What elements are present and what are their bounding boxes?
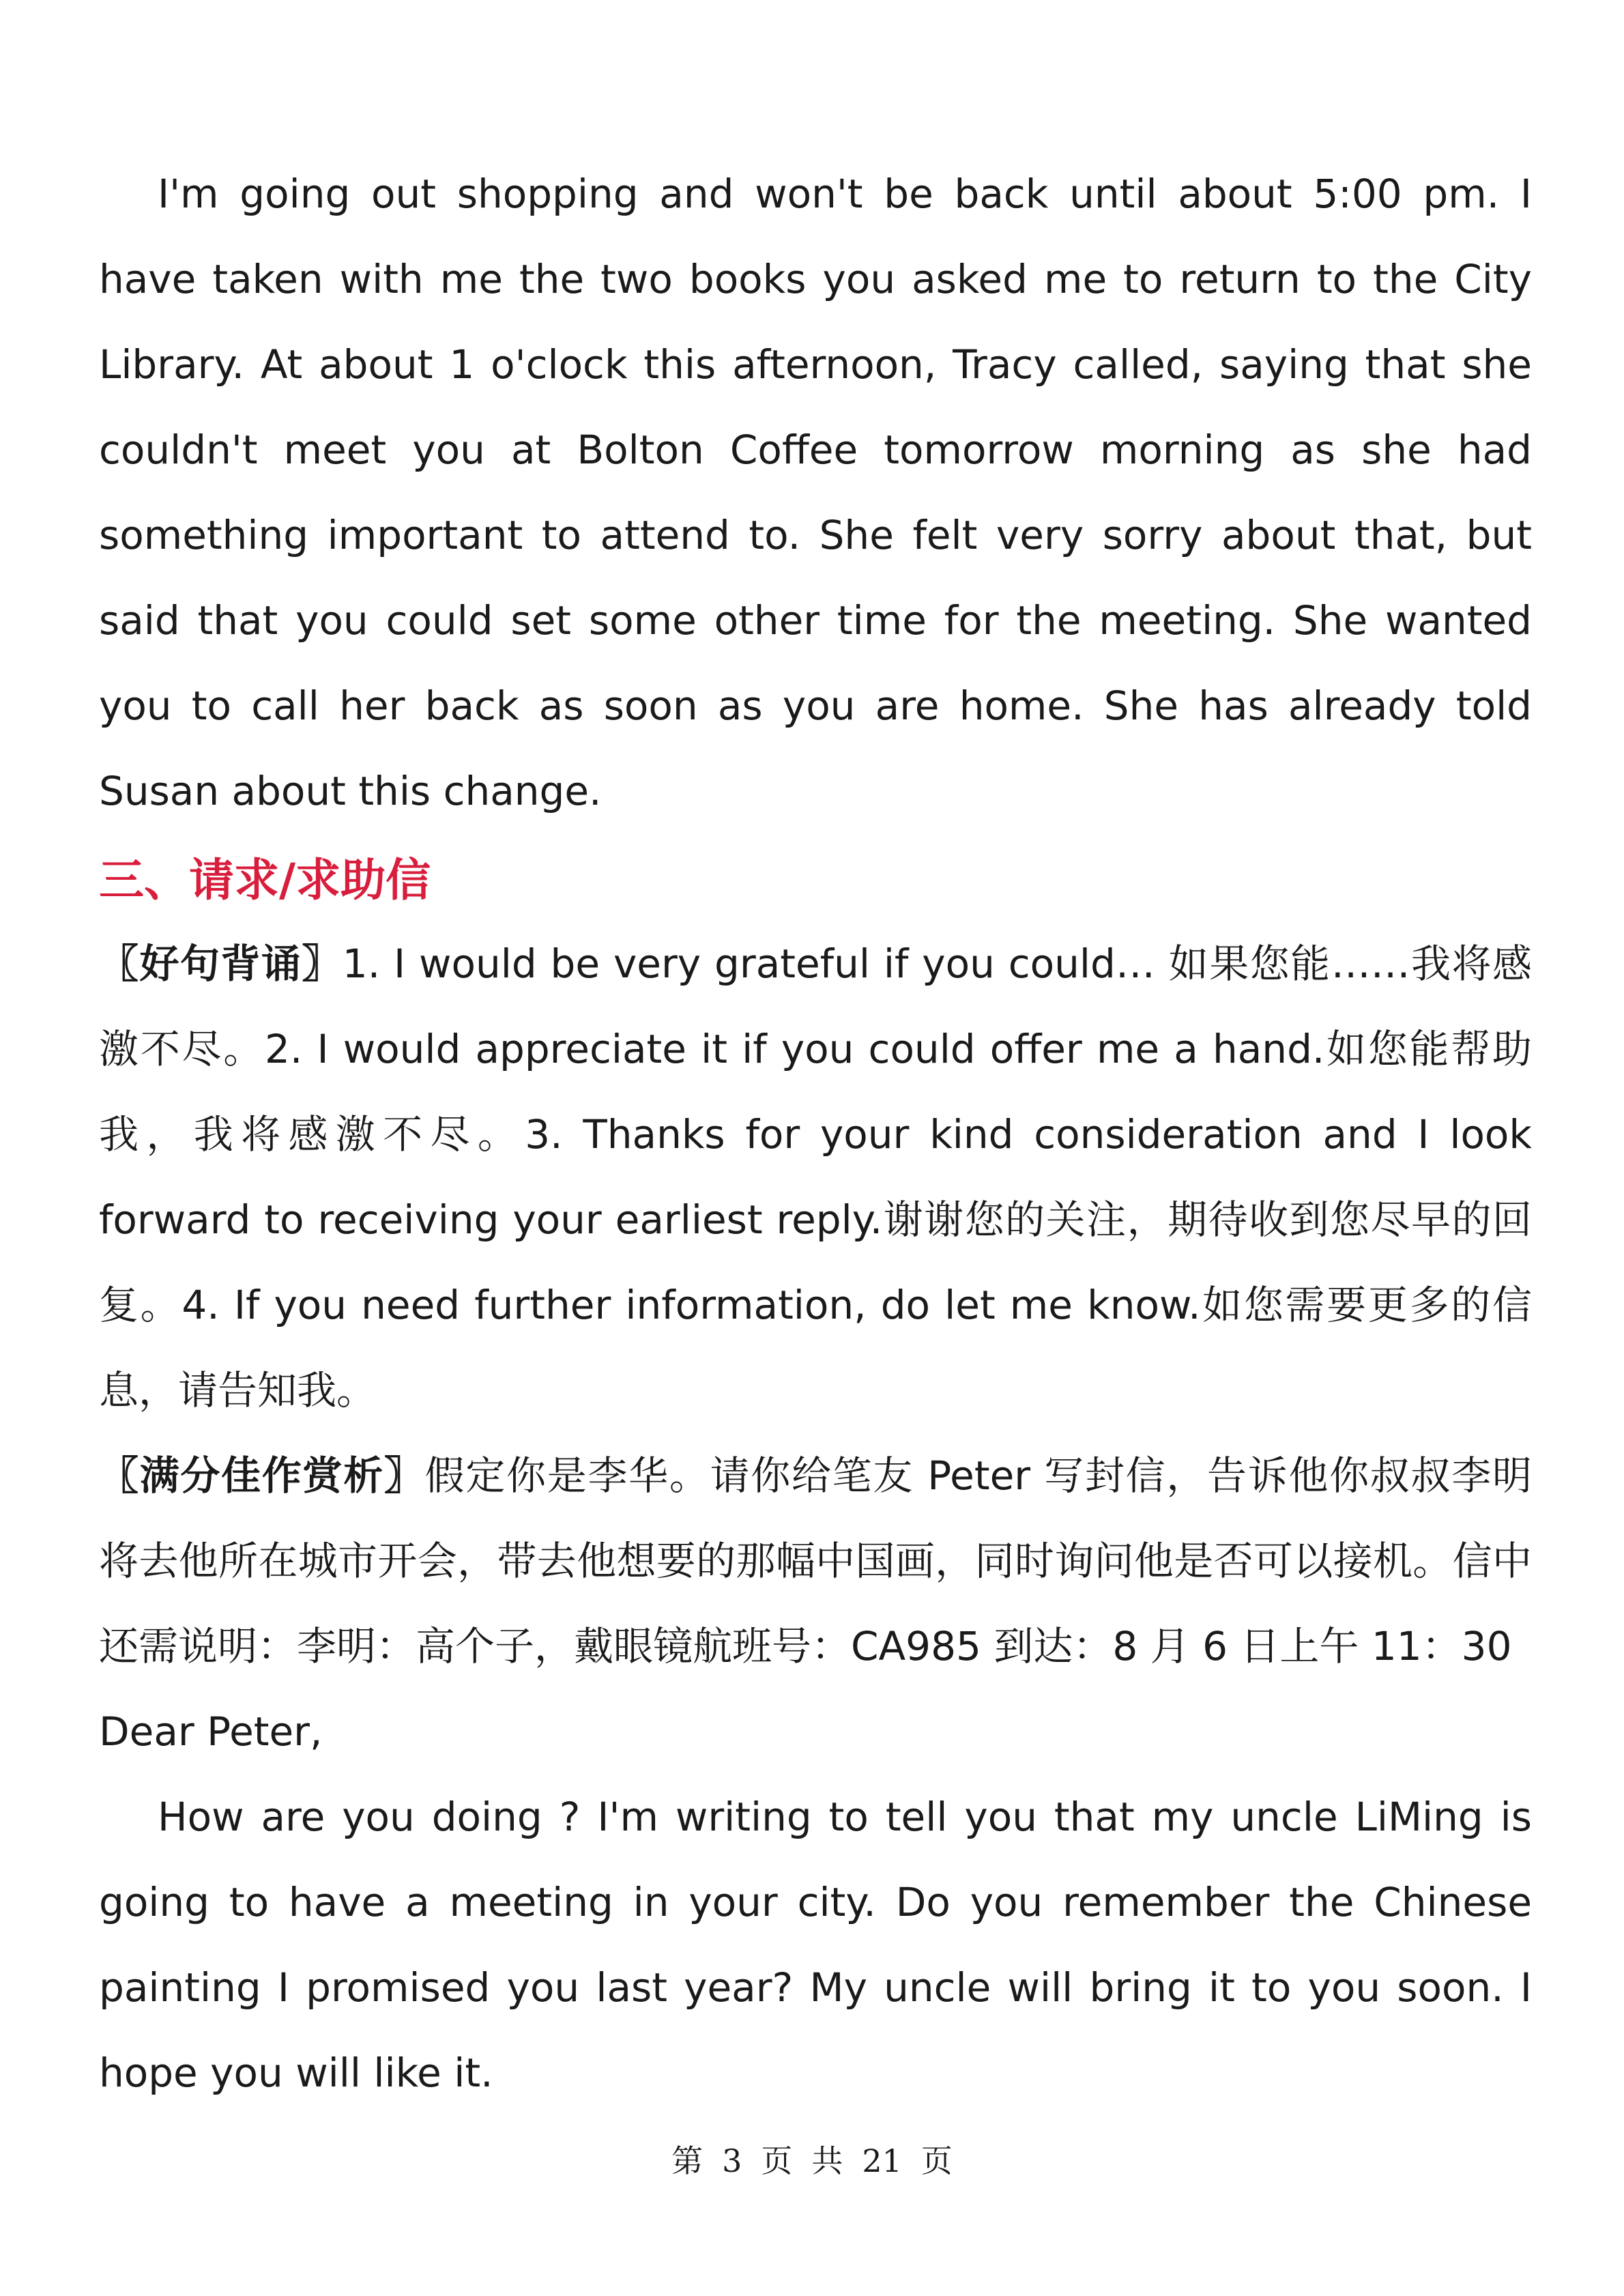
note-letter-paragraph: I'm going out shopping and won't be back until about 5:00 pm. I have taken with me the two books you asked me to return to the City Library. At about 1 o'clock this afternoon, Tracy called, saying that she couldn't meet you at Bolton Coffee tomorrow morning as she had something important to attend to. She felt very sorry about that, but said that you could set some other time for the meeting. She wanted you to call her back as soon as you are home. She has already told Susan about this change. xyxy=(99,171,1532,814)
footer-total-pages: 21 xyxy=(862,2142,902,2179)
page-footer xyxy=(0,2136,1624,2181)
section-heading: 三、请求/求助信 xyxy=(99,854,431,906)
sample-task-label: 〖满分佳作赏析〗 xyxy=(99,1452,425,1499)
footer-prefix: 第 xyxy=(671,2142,704,2179)
footer-suffix: 页 xyxy=(920,2142,953,2179)
footer-page-word: 页 xyxy=(761,2142,793,2179)
good-phrases-paragraph xyxy=(99,921,1532,1433)
sample-task-text: 假定你是李华。请你给笔友 Peter 写封信，告诉他你叔叔李明将去他所在城市开会，带去他想要的那幅中国画，同时询问他是否可以接机。信中还需说明：李明：高个子，戴眼镜航班号：CA985 到达：8 月 6 日上午 11：30 xyxy=(99,1452,1532,1669)
phrases-block xyxy=(99,921,1532,1775)
salutation: Dear Peter, xyxy=(99,1708,323,1755)
sample-task-paragraph xyxy=(99,1433,1532,1689)
good-phrases-label: 〖好句背诵〗 xyxy=(99,941,343,987)
good-phrases-text: 1. I would be very grateful if you could… 如果您能……我将感激不尽。2. I would appreciate it if you could offer me a hand.如您能帮助我，我将感激不尽。3. Thanks for your kind consideration and I look forward to receiving your earliest reply.谢谢您的关注，期待收到您尽早的回复。4. If you need further information, do let me know.如您需要更多的信息，请告知我。 xyxy=(99,941,1532,1414)
sample-letter-paragraph: How are you doing ? I'm writing to tell you that my uncle LiMing is going to have a meeting in your city. Do you remember the Chinese painting I promised you last year? My uncle will bring it to you soon. I hope you will like it. xyxy=(99,1794,1532,2096)
footer-page-number: 3 xyxy=(722,2142,742,2179)
footer-total-word: 共 xyxy=(811,2142,843,2179)
